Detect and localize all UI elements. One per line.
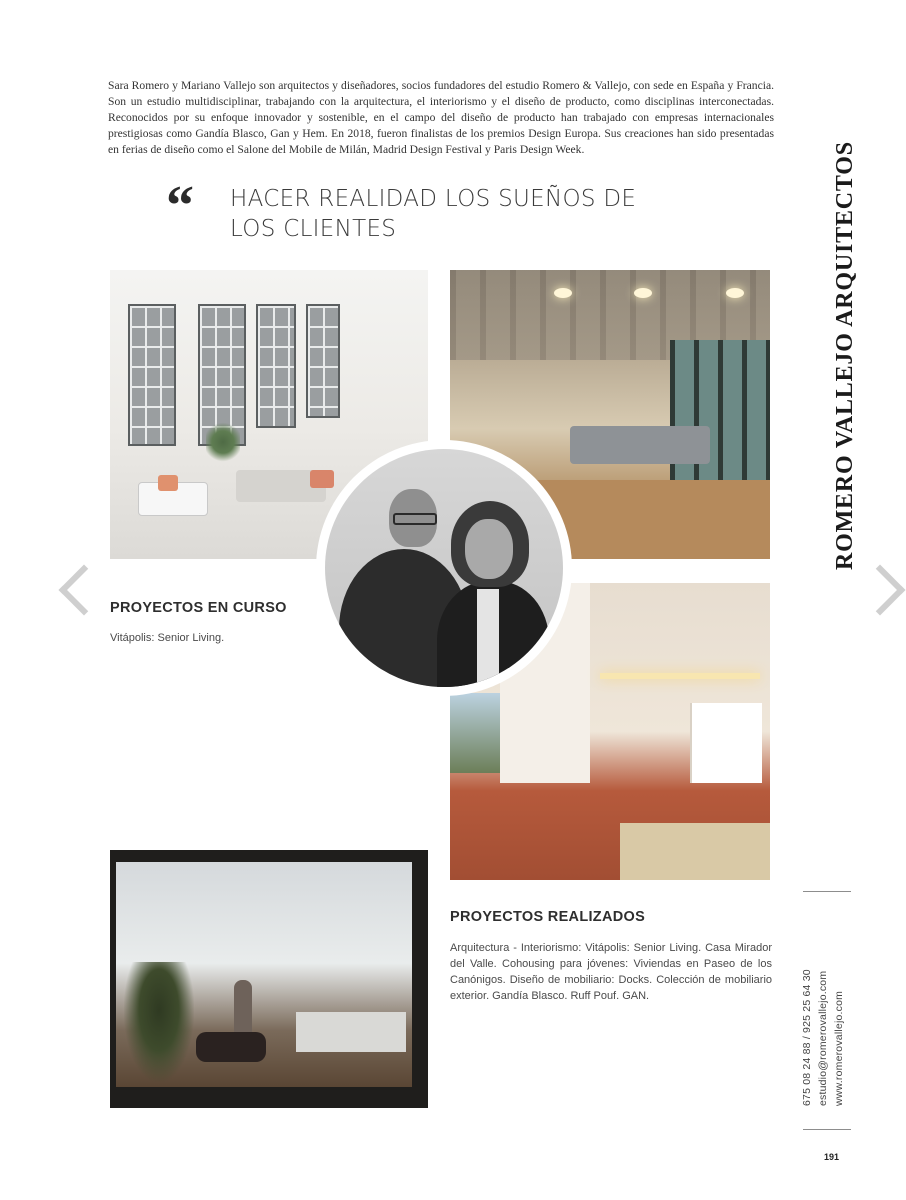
cushion bbox=[310, 470, 334, 488]
section-body-proyectos-realizados: Arquitectura - Interiorismo: Vitápolis: Senior Living. Casa Mirador del Valle. Cohousing para jóvenes: Viviendas en Paseo de los Canónigos. Diseño de mobiliario: Docks. Colección de mobiliario exterior. Gandía Blasco. Ruff Pouf. GAN. bbox=[450, 942, 772, 1002]
contact-website[interactable]: www.romerovallejo.com bbox=[833, 990, 845, 1106]
intro-paragraph: Sara Romero y Mariano Vallejo son arquitectos y diseñadores, socios fundadores del estudio Romero & Vallejo, con sede en España y Francia. Son un estudio multidisciplinar, trabajando con la arquitectura, el interiorismo y el diseño de producto, como disciplinas interconectadas. Reconocidos por su enfoque innovador y sostenible, en el campo del diseño de producto han trabajado con empresas internacionales prestigiosas como Gandía Blasco, Gan y Hem. En 2018, fueron finalistas de los premios Design Europa. Sus creaciones han sido presentadas en ferias de diseño como el Salone del Mobile de Milán, Madrid Design Festival y Paris Design Week. bbox=[108, 78, 774, 156]
chevron-right-icon[interactable] bbox=[855, 565, 906, 616]
photo-dark-interior bbox=[110, 850, 428, 1108]
chevron-left-icon[interactable] bbox=[59, 565, 110, 616]
contact-email[interactable]: estudio@romerovallejo.com bbox=[817, 970, 829, 1106]
window bbox=[306, 304, 340, 418]
ceiling-lamp bbox=[726, 288, 744, 298]
window bbox=[128, 304, 176, 446]
divider bbox=[803, 1129, 851, 1130]
pull-quote: HACER REALIDAD LOS SUEÑOS DE LOS CLIENTES bbox=[230, 186, 637, 242]
cushion bbox=[158, 475, 178, 491]
kitchen bbox=[690, 703, 762, 783]
landscape-view bbox=[450, 693, 500, 773]
shirt bbox=[477, 589, 499, 687]
ceiling-lamp bbox=[634, 288, 652, 298]
founders-portrait bbox=[325, 449, 563, 687]
sofa bbox=[570, 426, 710, 464]
section-body-proyectos-en-curso: Vitápolis: Senior Living. bbox=[110, 632, 225, 644]
divider bbox=[803, 891, 851, 892]
ceiling-lamp bbox=[554, 288, 572, 298]
cove-light bbox=[600, 673, 760, 679]
rug bbox=[620, 823, 770, 880]
quote-mark: “ bbox=[166, 175, 194, 237]
plant bbox=[206, 420, 240, 464]
plant bbox=[124, 962, 194, 1082]
section-title-proyectos-en-curso: PROYECTOS EN CURSO bbox=[110, 600, 287, 616]
contact-phones: 675 08 24 88 / 925 25 64 30 bbox=[801, 969, 813, 1106]
window bbox=[256, 304, 296, 428]
section-title-proyectos-realizados: PROYECTOS REALIZADOS bbox=[450, 909, 646, 925]
brand-vertical-title: ROMERO VALLEJO ARQUITECTOS bbox=[832, 141, 858, 570]
glass-facade bbox=[670, 340, 770, 490]
page-number: 191 bbox=[824, 1152, 840, 1162]
glasses bbox=[393, 513, 437, 525]
room bbox=[116, 862, 412, 1087]
lounge-chair bbox=[196, 1032, 266, 1062]
woman-face bbox=[465, 519, 513, 579]
sofa bbox=[296, 1012, 406, 1052]
